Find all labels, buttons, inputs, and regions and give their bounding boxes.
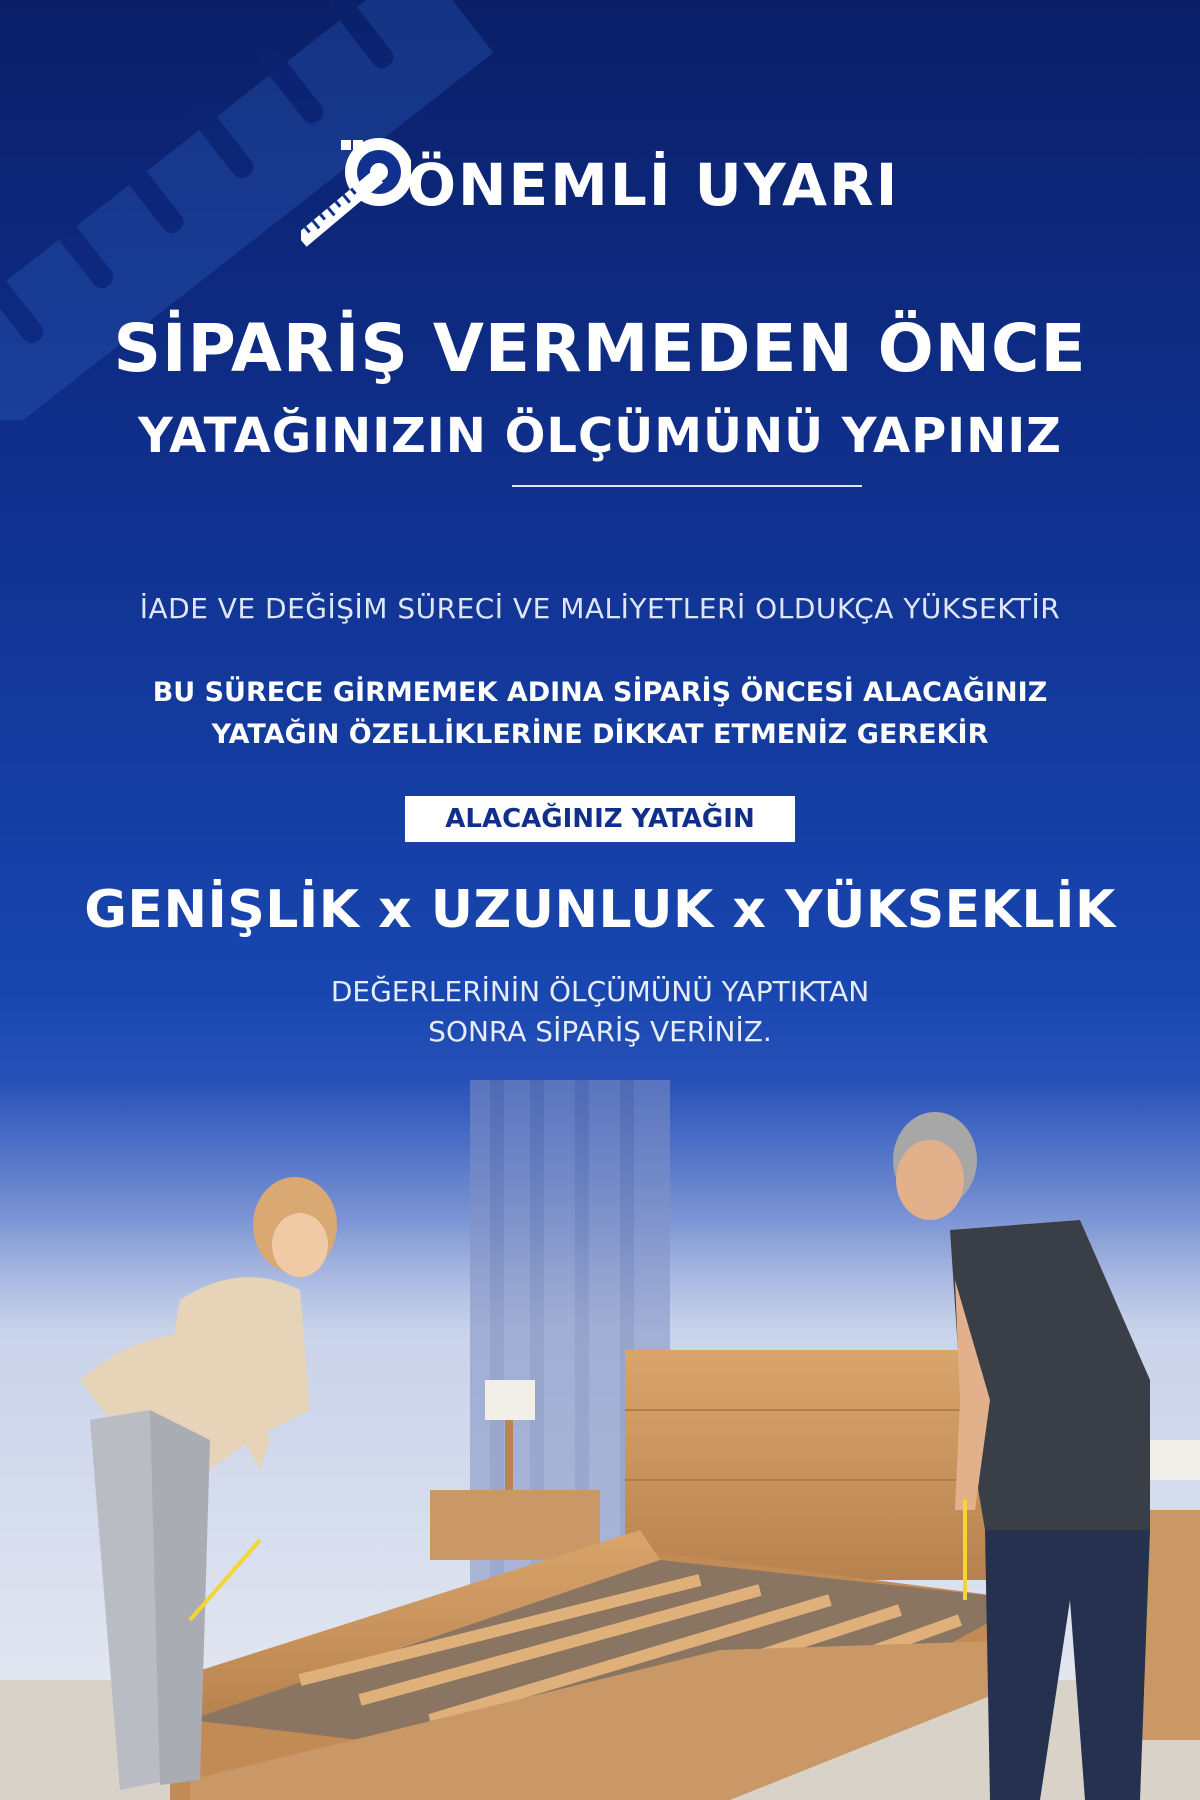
attention-text [0, 672, 1200, 756]
cost-warning-text: İADE VE DEĞİŞİM SÜRECİ VE MALİYETLERİ OLDUKÇA YÜKSEKTİR [139, 592, 1061, 625]
measuring-tape-icon [301, 120, 411, 250]
attention-line-2: YATAĞIN ÖZELLİKLERİNE DİKKAT ETMENİZ GEREKİR [211, 719, 989, 750]
main-title-line-1: SİPARİŞ VERMEDEN ÖNCE [113, 310, 1087, 387]
bed-badge: ALACAĞINIZ YATAĞIN [405, 796, 795, 842]
badge-container [0, 796, 1200, 842]
footer-line-2: SONRA SİPARİŞ VERİNİZ. [428, 1015, 772, 1048]
bed-measuring-photo [0, 1080, 1200, 1800]
main-title-line-2: YATAĞINIZIN ÖLÇÜMÜNÜ YAPINIZ [138, 408, 1062, 464]
attention-line-1: BU SÜRECE GİRMEMEK ADINA SİPARİŞ ÖNCESİ ALACAĞINIZ [152, 677, 1048, 708]
warning-heading [0, 120, 1200, 250]
dimensions-text: GENİŞLİK x UZUNLUK x YÜKSEKLİK [84, 880, 1116, 940]
footer-note [0, 972, 1200, 1052]
title-underline [512, 485, 862, 487]
footer-line-1: DEĞERLERİNİN ÖLÇÜMÜNÜ YAPTIKTAN [330, 975, 870, 1008]
warning-title: ÖNEMLİ UYARI [406, 151, 900, 219]
